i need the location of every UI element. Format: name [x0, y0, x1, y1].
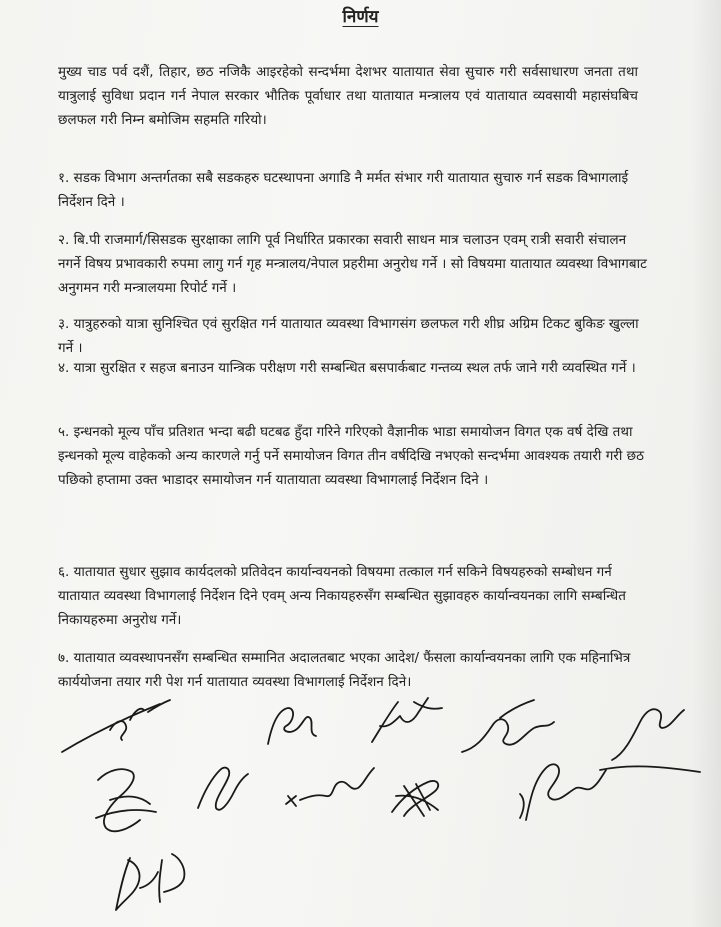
decision-item-2: २. बि.पी राजमार्ग/सिसडक सुरक्षाका लागि पूर्व निर्धारित प्रकारका सवारी साधन मात्र चलाउन एवम् रात्री सवारी संचालन नगर्ने विषय प्रभावकारी रुपमा लागु गर्न गृह मन्त्रालय/नेपाल प्रहरीमा अनुरोध गर्ने । सो विषयमा यातायात व्यवस्था विभागबाट अनुगमन गरी मन्त्रालयमा रिपोर्ट गर्ने ।: [58, 232, 647, 296]
signature-1: [62, 700, 170, 752]
signature-4: [462, 700, 554, 752]
signature-5: [600, 709, 700, 772]
decision-item-4: ४. यात्रा सुरक्षित र सहज बनाउन यान्त्रिक परीक्षण गरी सम्बन्धित बसपार्कबाट गन्तव्य स्थल तर्फ जाने गरी व्यवस्थित गर्ने ।: [58, 360, 636, 376]
signature-8: [286, 768, 374, 806]
decision-item-1: १. सडक विभाग अन्तर्गतका सबै सडकहरु घटस्थापना अगाडि नै मर्मत संभार गरी यातायात सुचारु गर्न सडक विभागलाई निर्देशन दिने ।: [58, 170, 629, 210]
signature-3: [372, 698, 442, 742]
decision-item-3: ३. यात्रुहरुको यात्रा सुनिश्चित एवं सुरक्षित गर्न यातायात व्यवस्था विभागसंग छलफल गरी शीघ्र अग्रिम टिकट बुकिङ खुल्ला गर्ने ।: [58, 316, 639, 356]
signature-6: [96, 769, 156, 831]
intro-paragraph: मुख्य चाड पर्व दशैं, तिहार, छठ नजिकै आइरहेको सन्दर्भमा देशभर यातायात सेवा सुचारु गरी सर्वसाधारण जनता तथा यात्रुलाई सुविधा प्रदान गर्न नेपाल सरकार भौतिक पूर्वाधार तथा यातायात मन्त्रालय एवं यातायात व्यवसायी महासंघबिच छलफल गरी निम्न बमोजिम सहमति गरियो।: [58, 64, 638, 128]
document-title: निर्णय: [342, 7, 379, 27]
decision-item-6: ६. यातायात सुधार सुझाव कार्यदलको प्रतिवेदन कार्यान्वयनको विषयमा तत्काल गर्न सकिने विषयहरुको सम्बोधन गर्न यातायात व्यवस्था विभागलाई निर्देशन दिने एवम् अन्य निकायहरुसँग सम्बन्धित सुझावहरु कार्यान्वयनका लागि सम्बन्धित निकायहरुमा अनुरोध गर्ने।: [58, 564, 626, 628]
signature-2: [268, 708, 316, 744]
decision-item-7: ७. यातायात व्यवस्थापनसँग सम्बन्धित सम्मानित अदालतबाट भएका आदेश/ फैंसला कार्यान्वयनका लागि एक महिनाभित्र कार्ययोजना तयार गरी पेश गर्न यातायात व्यवस्था विभागलाई निर्देशन दिने।: [58, 650, 631, 690]
signature-7: [198, 768, 248, 810]
decision-item-5: ५. इन्धनको मूल्य पाँच प्रतिशत भन्दा बढी घटबढ हुँदा गरिने गरिएको वैज्ञानीक भाडा समायोजन विगत एक वर्ष देखि तथा इन्धनको मूल्य वाहेकको अन्य कारणले गर्नु पर्ने समायोजन विगत तीन वर्षदिखि नभएको सन्दर्भमा आवश्यक तयारी गरी छठ पछिको हप्तामा उक्त भाडादर समायोजन गर्न यातायाता व्यवस्था विभागलाई निर्देशन दिने ।: [58, 424, 644, 488]
signature-9: [392, 781, 438, 816]
signature-10: [520, 764, 606, 820]
signatures-area: [0, 690, 721, 927]
signature-11: [116, 854, 184, 910]
